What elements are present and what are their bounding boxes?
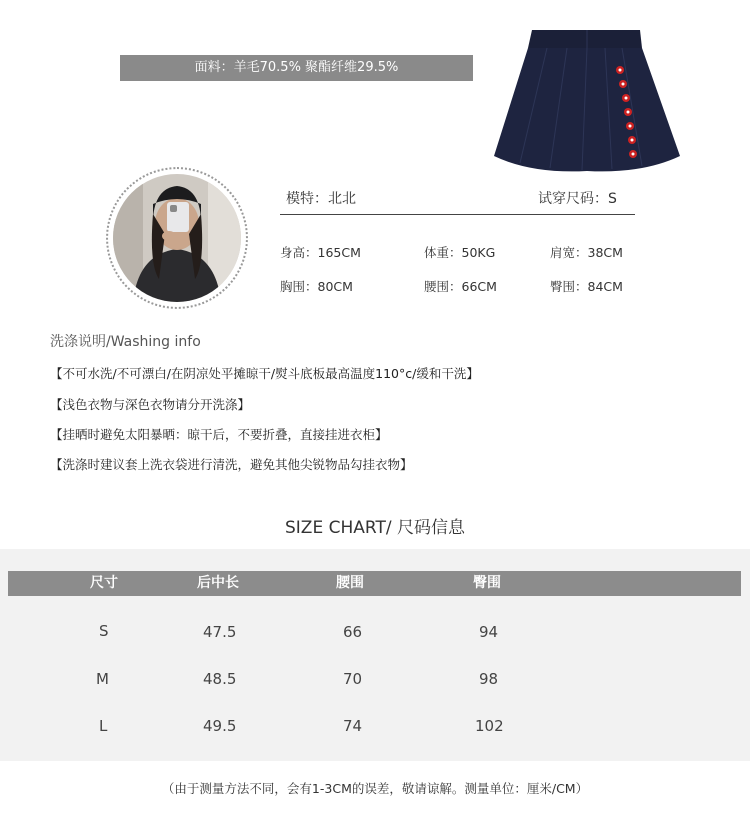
size-chart-header <box>8 571 741 596</box>
cell-hip: 94 <box>479 623 499 641</box>
washing-line: 【不可水洗/不可漂白/在阴凉处平摊晾干/熨斗底板最高温度110°c/缓和干洗】 <box>50 366 479 381</box>
header-size: 尺寸 <box>90 575 118 591</box>
cell-waist: 70 <box>343 670 363 688</box>
waist-value: 腰围：66CM <box>424 279 497 294</box>
header-back-length: 后中长 <box>197 575 239 591</box>
cell-size: S <box>99 622 109 640</box>
cell-back-length: 48.5 <box>203 670 237 688</box>
shoulder-value: 肩宽：38CM <box>550 245 623 260</box>
weight-value: 体重：50KG <box>424 245 496 260</box>
cell-back-length: 47.5 <box>203 623 237 641</box>
cell-hip: 102 <box>475 717 504 735</box>
measurement-note: （由于测量方法不同，会有1-3CM的误差，敬请谅解。测量单位：厘米/CM） <box>161 781 589 796</box>
size-chart-title: SIZE CHART/ 尺码信息 <box>285 518 465 538</box>
bust-value: 胸围：80CM <box>280 279 353 294</box>
model-avatar <box>113 174 241 302</box>
trial-size: 试穿尺码：S <box>538 191 617 207</box>
cell-size: L <box>99 717 108 735</box>
washing-line: 【浅色衣物与深色衣物请分开洗涤】 <box>50 397 251 412</box>
washing-line: 【挂晒时避免太阳暴晒：晾干后，不要折叠，直接挂进衣柜】 <box>50 427 388 442</box>
header-waist: 腰围 <box>336 575 364 591</box>
washing-line: 【洗涤时建议套上洗衣袋进行清洗，避免其他尖锐物品勾挂衣物】 <box>50 457 413 472</box>
header-hip: 臀围 <box>473 575 501 591</box>
cell-back-length: 49.5 <box>203 717 237 735</box>
fabric-composition-bar: 面料：羊毛70.5% 聚酯纤维29.5% <box>120 55 473 81</box>
cell-hip: 98 <box>479 670 499 688</box>
skirt-product-image <box>492 28 682 173</box>
model-name: 模特：北北 <box>286 191 356 207</box>
cell-waist: 74 <box>343 717 363 735</box>
divider <box>280 214 635 215</box>
cell-size: M <box>96 670 109 688</box>
cell-waist: 66 <box>343 623 363 641</box>
hip-value: 臀围：84CM <box>550 279 623 294</box>
washing-title: 洗涤说明/Washing info <box>50 334 201 350</box>
height-value: 身高：165CM <box>280 245 361 260</box>
